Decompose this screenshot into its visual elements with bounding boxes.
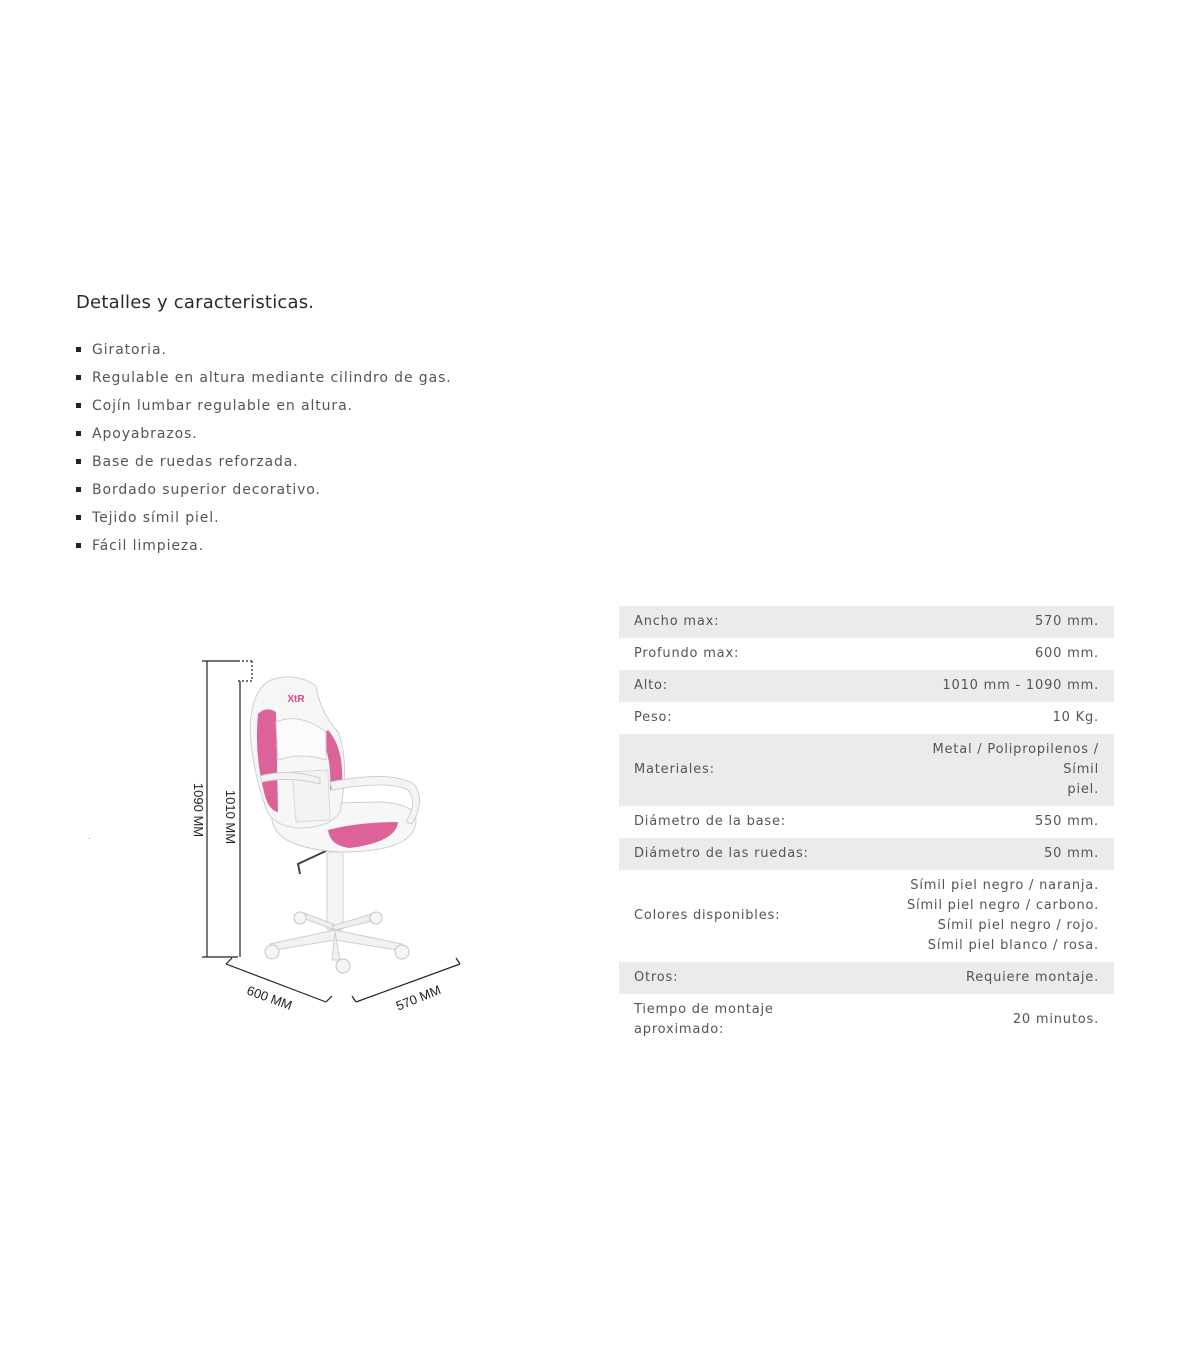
spec-label-line: Tiempo de montaje xyxy=(634,1002,774,1017)
feature-text: Regulable en altura mediante cilindro de gas. xyxy=(92,370,452,386)
spec-value: 570 mm. xyxy=(884,606,1114,638)
list-item xyxy=(76,396,452,424)
spec-value-line: Símil piel negro / carbono. xyxy=(907,898,1099,913)
spec-label: Peso: xyxy=(634,710,673,725)
feature-text: Fácil limpieza. xyxy=(92,538,204,554)
table-row xyxy=(619,870,1114,962)
list-item xyxy=(76,508,452,536)
spec-label: Otros: xyxy=(619,962,884,994)
spec-value: 1010 mm - 1090 mm. xyxy=(884,670,1114,702)
spec-value-line: Símil piel negro / naranja. xyxy=(910,878,1099,893)
dim-total-height: 1090 MM xyxy=(191,782,206,838)
table-row xyxy=(619,638,1114,670)
spec-value xyxy=(884,734,1114,806)
bullet-icon xyxy=(76,459,81,464)
table-row xyxy=(619,806,1114,838)
bullet-icon xyxy=(76,431,81,436)
bullet-icon xyxy=(76,543,81,548)
spec-value: 20 minutos. xyxy=(1012,1012,1099,1027)
table-row xyxy=(619,994,1114,1046)
table-row xyxy=(619,962,1114,994)
bullet-icon xyxy=(76,515,81,520)
dim-depth: 600 MM xyxy=(244,982,295,1013)
spec-label: Ancho max: xyxy=(619,606,884,638)
spec-label-line: aproximado: xyxy=(634,1022,725,1037)
spec-value: 10 Kg. xyxy=(1052,710,1099,725)
chair-base xyxy=(265,850,409,973)
spec-value: 600 mm. xyxy=(1034,646,1099,661)
spec-value-line: Símil piel negro / rojo. xyxy=(937,918,1099,933)
spec-value: 550 mm. xyxy=(1034,814,1099,829)
dim-width: 570 MM xyxy=(393,982,443,1014)
feature-text: Tejido símil piel. xyxy=(92,510,220,526)
specs-table xyxy=(619,606,1114,1046)
list-item xyxy=(76,424,452,452)
spec-value: 50 mm. xyxy=(884,838,1114,870)
spec-label xyxy=(619,994,884,1046)
table-row xyxy=(619,606,1114,638)
spec-label: Profundo max: xyxy=(634,646,740,661)
chair-backrest xyxy=(250,677,345,828)
list-item xyxy=(76,368,452,396)
bullet-icon xyxy=(76,403,81,408)
spec-value: Requiere montaje. xyxy=(884,962,1114,994)
table-row xyxy=(619,670,1114,702)
bullet-icon xyxy=(76,375,81,380)
chair-illustration xyxy=(180,652,480,1022)
list-item xyxy=(76,480,452,508)
stray-dot xyxy=(89,838,90,839)
bullet-icon xyxy=(76,347,81,352)
list-item xyxy=(76,340,452,368)
spec-label: Alto: xyxy=(619,670,884,702)
table-row xyxy=(619,734,1114,806)
spec-label: Diámetro de las ruedas: xyxy=(619,838,884,870)
feature-text: Bordado superior decorativo. xyxy=(92,482,321,498)
brand-logo: XtR xyxy=(287,694,305,705)
spec-label: Diámetro de la base: xyxy=(634,814,786,829)
dim-seat-height: 1010 MM xyxy=(223,789,238,845)
feature-text: Cojín lumbar regulable en altura. xyxy=(92,398,353,414)
table-row xyxy=(619,838,1114,870)
features-list xyxy=(76,340,452,564)
list-item xyxy=(76,452,452,480)
spec-value xyxy=(884,870,1114,962)
spec-value-line: piel. xyxy=(1067,782,1099,797)
bullet-icon xyxy=(76,487,81,492)
table-row xyxy=(619,702,1114,734)
list-item xyxy=(76,536,452,564)
spec-label: Materiales: xyxy=(619,734,884,806)
feature-text: Giratoria. xyxy=(92,342,167,358)
spec-value-line: Metal / Polipropilenos / Símil xyxy=(932,742,1099,777)
section-title: Detalles y caracteristicas. xyxy=(76,292,315,313)
feature-text: Apoyabrazos. xyxy=(92,426,198,442)
spec-value-line: Símil piel blanco / rosa. xyxy=(927,938,1099,953)
chair-dimension-diagram xyxy=(180,652,480,1022)
spec-label: Colores disponibles: xyxy=(634,908,781,923)
feature-text: Base de ruedas reforzada. xyxy=(92,454,299,470)
